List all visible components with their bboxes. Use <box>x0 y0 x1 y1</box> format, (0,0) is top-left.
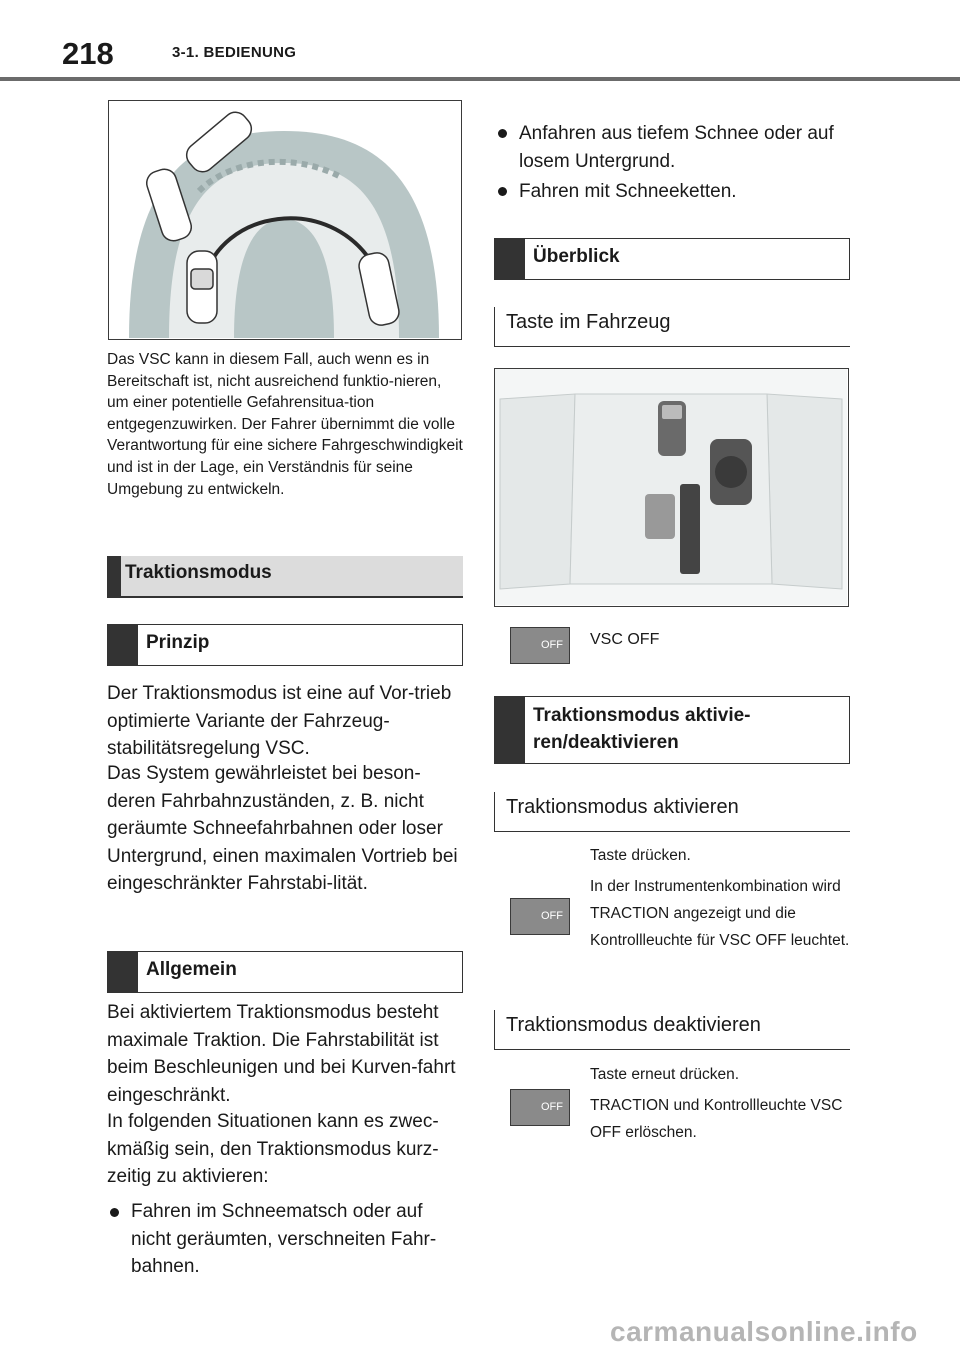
aktivieren-note: In der Instrumentenkombination wird TRACTION angezeigt und die Kontrollleuchte für VSC OFF leuchtet. <box>590 878 850 949</box>
heading-allgemein <box>107 951 463 993</box>
bullet-item: Fahren mit Schneeketten. <box>519 181 737 202</box>
curve-illustration <box>108 100 462 340</box>
section-title: 3-1. BEDIENUNG <box>172 44 297 61</box>
vsc-off-icon <box>510 627 570 664</box>
subheading-taste-text: Taste im Fahrzeug <box>506 311 671 333</box>
bullet-item: Anfahren aus tiefem Schnee oder auf losem Untergrund. <box>519 123 834 172</box>
vsc-off-icon-text: OFF <box>541 639 563 651</box>
bullet-dot <box>110 1208 119 1217</box>
deaktivieren-note: TRACTION und Kontrollleuchte VSC OFF erlöschen. <box>590 1097 843 1141</box>
vsc-off-label: VSC OFF <box>590 631 660 648</box>
vsc-off-icon <box>510 1089 570 1126</box>
vsc-off-icon-text: OFF <box>541 910 563 922</box>
deaktivieren-step: Taste erneut drücken. <box>590 1066 740 1083</box>
allgemein-paragraph-2: In folgenden Situationen kann es zwec-kmäßig sein, den Traktionsmodus kurz-zeitig zu aktivieren: <box>107 1111 439 1187</box>
heading-allgemein-text: Allgemein <box>146 959 237 980</box>
heading-ueberblick <box>494 238 850 280</box>
page-number: 218 <box>62 36 114 71</box>
prinzip-paragraph-1: Der Traktionsmodus ist eine auf Vor-trieb optimierte Variante der Fahrzeug-stabilitätsregelung VSC. <box>107 683 452 759</box>
heading-ueberblick-text: Überblick <box>533 246 620 267</box>
subheading-deaktivieren-text: Traktionsmodus deaktivieren <box>506 1014 761 1036</box>
heading-traktionsmodus-text: Traktionsmodus <box>125 562 272 583</box>
prinzip-paragraph-2: Das System gewährleistet bei beson-deren Fahrbahnzuständen, z. B. nicht geräumte Schneefahrbahnen oder loser Untergrund, einen maximalen Vortrieb bei eingeschränkter Fahrstabi-lität. <box>107 763 458 894</box>
vsc-off-icon <box>510 898 570 935</box>
heading-traktionsmodus <box>107 556 463 596</box>
subheading-taste <box>494 307 850 347</box>
bullet-dot <box>498 187 507 196</box>
allgemein-paragraph-1: Bei aktiviertem Traktionsmodus besteht maximale Traktion. Die Fahrstabilität ist beim Beschleunigen und bei Kurven-fahrt eingeschränkt. <box>107 1002 456 1106</box>
bullet-dot <box>498 129 507 138</box>
aktivieren-step: Taste drücken. <box>590 847 691 864</box>
heading-rule <box>107 596 463 598</box>
heading-prinzip-text: Prinzip <box>146 632 210 653</box>
subheading-aktivieren-text: Traktionsmodus aktivieren <box>506 796 739 818</box>
header-rule <box>0 77 960 81</box>
bullet-item: Fahren im Schneematsch oder auf nicht geräumten, verschneiten Fahr-bahnen. <box>131 1201 437 1277</box>
center-console-illustration <box>494 368 849 607</box>
console-illustration <box>495 369 847 605</box>
curve-car-illustration <box>109 101 460 338</box>
subheading-aktivieren <box>494 792 850 832</box>
watermark[interactable]: carmanualsonline.info <box>610 1316 918 1347</box>
heading-prinzip <box>107 624 463 666</box>
vsc-off-icon-text: OFF <box>541 1101 563 1113</box>
figure-caption: Das VSC kann in diesem Fall, auch wenn es in Bereitschaft ist, nicht ausreichend funktio-nieren, um einer potentielle Gefahrensitua-tion entgegenzuwirken. Der Fahrer übernimmt die volle Verantwortung für eine sichere Fahrgeschwindigkeit und ist in der Lage, ein Verständnis für seine Umgebung zu entwickeln. <box>107 351 463 498</box>
subheading-deaktivieren <box>494 1010 850 1050</box>
heading-aktivieren-deaktivieren-text: Traktionsmodus aktivie-ren/deaktivieren <box>533 705 751 753</box>
heading-aktivieren-deaktivieren <box>494 696 850 764</box>
